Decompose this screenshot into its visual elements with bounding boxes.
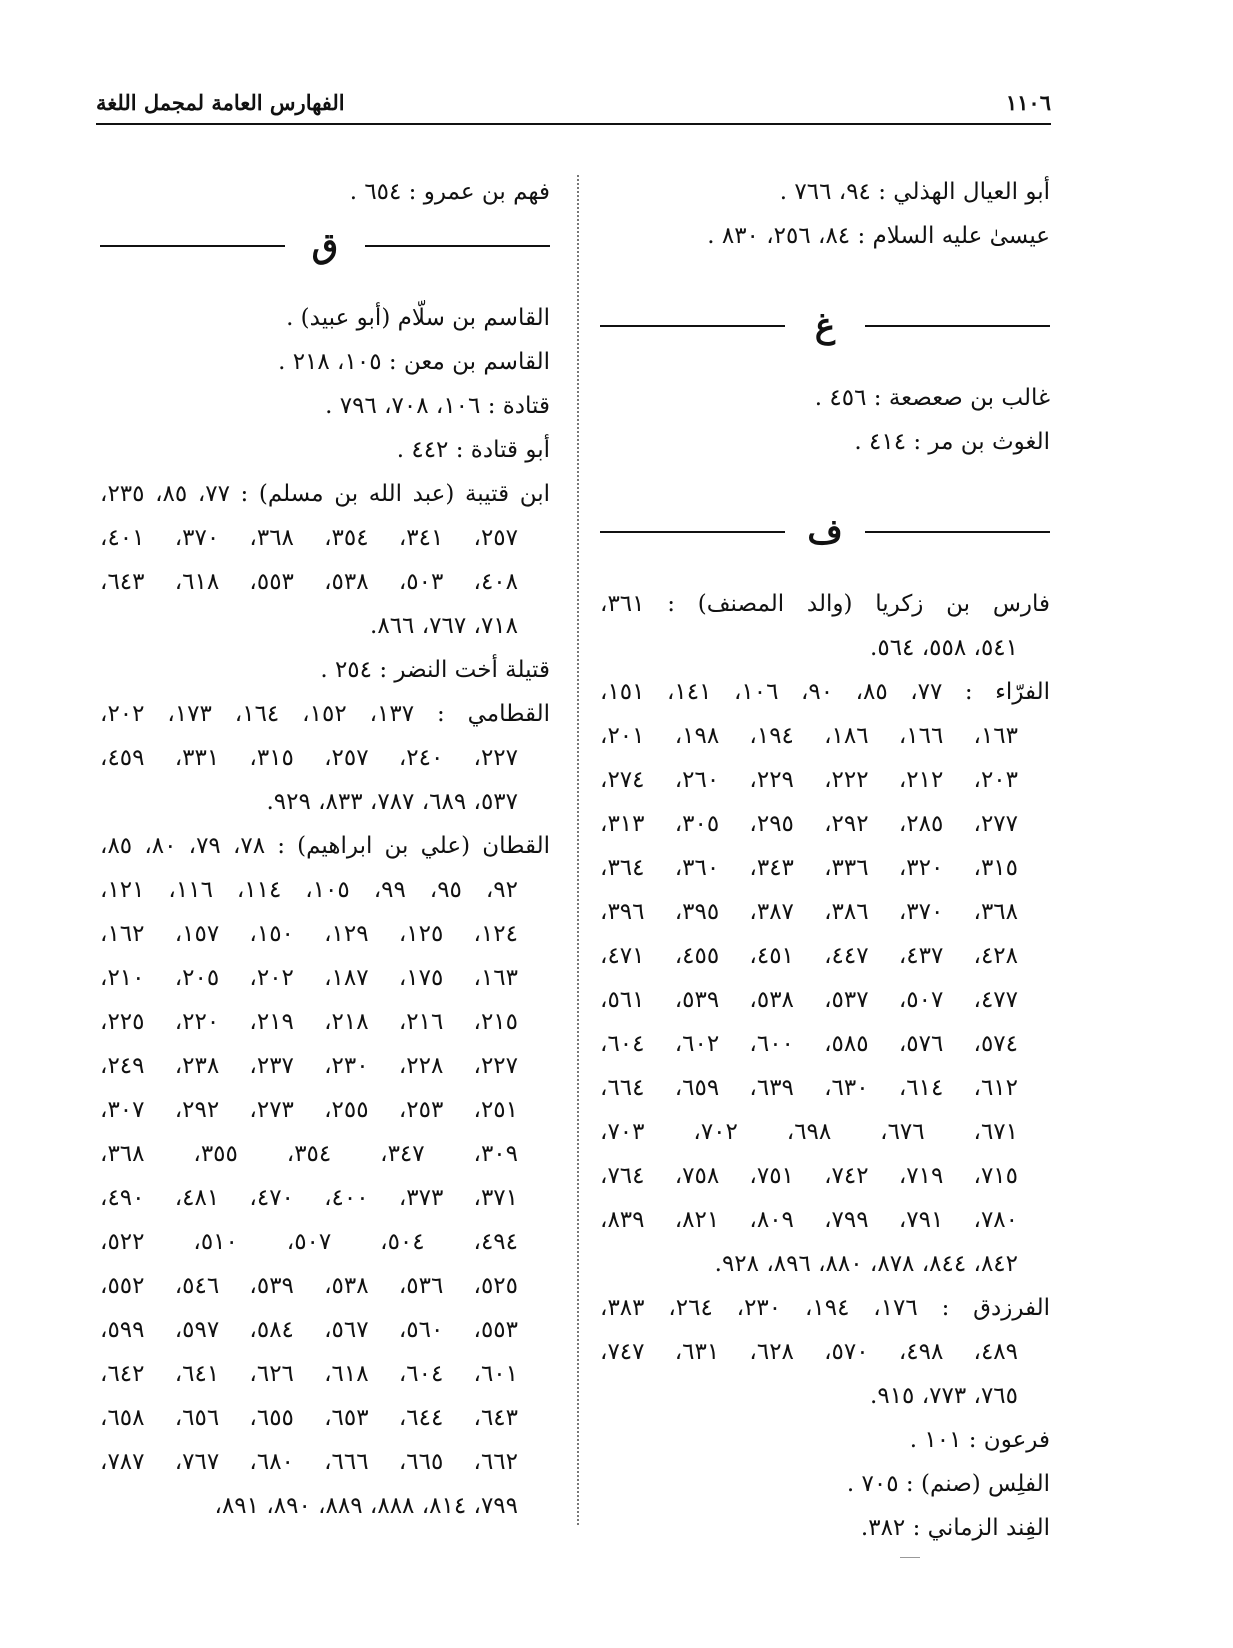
entry-heading-line: قتادة : ١٠٦، ٧٠٨، ٧٩٦ . xyxy=(325,393,550,419)
entry-heading-line: أبو قتادة : ٤٤٢ . xyxy=(396,437,550,463)
heading-letter: غ xyxy=(814,306,836,346)
entry-page-refs-line: ٥٤١، ٥٥٨، ٥٦٤. xyxy=(870,635,1018,661)
entry-page-refs-line: ٢٠٣، ٢١٢، ٢٢٢، ٢٢٩، ٢٦٠، ٢٧٤، xyxy=(600,767,1019,793)
entry-heading-line: قتيلة أخت النضر : ٢٥٤ . xyxy=(320,657,550,683)
entry-heading-line: عيسىٰ عليه السلام : ٨٤، ٢٥٦، ٨٣٠ . xyxy=(707,223,1050,249)
entry-page-refs-line: ٤٨٩، ٤٩٨، ٥٧٠، ٦٢٨، ٦٣١، ٧٤٧، xyxy=(600,1339,1019,1365)
heading-letter: ق xyxy=(311,226,339,266)
entry-heading-line: الفِند الزماني : ٣٨٢. xyxy=(860,1515,1050,1541)
entry-heading-line: غالب بن صعصعة : ٤٥٦ . xyxy=(814,385,1050,411)
index-entry xyxy=(100,428,550,472)
entry-page-refs-line: ٢١٥، ٢١٦، ٢١٨، ٢١٩، ٢٢٠، ٢٢٥، xyxy=(100,1009,519,1035)
index-entry xyxy=(100,384,550,428)
index-entry xyxy=(600,1462,1050,1506)
column-divider xyxy=(577,175,579,1525)
entry-heading-line: الفرزدق : ١٧٦، ١٩٤، ٢٣٠، ٢٦٤، ٣٨٣، xyxy=(600,1295,1051,1321)
entry-page-refs-line: ٣٦٨، ٣٧٠، ٣٨٦، ٣٨٧، ٣٩٥، ٣٩٦، xyxy=(600,899,1019,925)
heading-rule xyxy=(865,325,1050,327)
entry-page-refs-line: ٥٢٥، ٥٣٦، ٥٣٨، ٥٣٩، ٥٤٦، ٥٥٢، xyxy=(100,1273,519,1299)
entry-page-refs-line: ٥٣٧، ٦٨٩، ٧٨٧، ٨٣٣، ٩٢٩. xyxy=(266,789,518,815)
entry-page-refs-line: ٤٧٧، ٥٠٧، ٥٣٧، ٥٣٨، ٥٣٩، ٥٦١، xyxy=(600,987,1019,1013)
index-entry xyxy=(600,376,1050,420)
heading-rule xyxy=(865,531,1050,533)
entry-page-refs-line: ٣٠٩، ٣٤٧، ٣٥٤، ٣٥٥، ٣٦٨، xyxy=(100,1141,518,1167)
entry-heading-line: القطان (علي بن ابراهيم) : ٧٨، ٧٩، ٨٠، ٨٥، xyxy=(100,833,551,859)
index-entry xyxy=(100,648,550,692)
entry-heading-line: القاسم بن معن : ١٠٥، ٢١٨ . xyxy=(278,349,550,375)
entry-page-refs-line: ٦٠١، ٦٠٤، ٦١٨، ٦٢٦، ٦٤١، ٦٤٢، xyxy=(100,1361,519,1387)
page-header xyxy=(96,85,1051,125)
index-entry xyxy=(100,340,550,384)
heading-rule xyxy=(600,531,785,533)
heading-rule xyxy=(100,245,285,247)
entry-heading-line: الغوث بن مر : ٤١٤ . xyxy=(854,429,1050,455)
entry-page-refs-line: ١٦٣، ١٦٦، ١٨٦، ١٩٤، ١٩٨، ٢٠١، xyxy=(600,723,1019,749)
entry-page-refs-line: ٢٢٧، ٢٢٨، ٢٣٠، ٢٣٧، ٢٣٨، ٢٤٩، xyxy=(100,1053,519,1079)
entry-page-refs-line: ٧٩٩، ٨١٤، ٨٨٨، ٨٨٩، ٨٩٠، ٨٩١، xyxy=(214,1493,518,1519)
entry-page-refs-line: ٩٢، ٩٥، ٩٩، ١٠٥، ١١٤، ١١٦، ١٢١، xyxy=(100,877,518,903)
entry-page-refs-line: ٥٥٣، ٥٦٠، ٥٦٧، ٥٨٤، ٥٩٧، ٥٩٩، xyxy=(100,1317,519,1343)
entry-heading-line: فارس بن زكريا (والد المصنف) : ٣٦١، xyxy=(600,591,1050,617)
index-entry xyxy=(600,214,1050,258)
entry-page-refs-line: ٦١٢، ٦١٤، ٦٣٠، ٦٣٩، ٦٥٩، ٦٦٤، xyxy=(600,1075,1019,1101)
entry-page-refs-line: ٢٢٧، ٢٤٠، ٢٥٧، ٣١٥، ٣٣١، ٤٥٩، xyxy=(100,745,519,771)
heading-letter: ف xyxy=(807,512,843,552)
letter-heading-q xyxy=(100,218,550,274)
entry-page-refs-line: ٢٥٧، ٣٤١، ٣٥٤، ٣٦٨، ٣٧٠، ٤٠١، xyxy=(100,525,519,551)
entry-page-refs-line: ٢٧٧، ٢٨٥، ٢٩٢، ٢٩٥، ٣٠٥، ٣١٣، xyxy=(600,811,1019,837)
index-entry xyxy=(600,420,1050,464)
letter-heading-gh xyxy=(600,298,1050,354)
entries-group xyxy=(600,376,1050,464)
index-entry xyxy=(600,670,1050,1286)
entry-heading-line: أبو العيال الهذلي : ٩٤، ٧٦٦ . xyxy=(779,179,1050,205)
entry-page-refs-line: ٧٨٠، ٧٩١، ٧٩٩، ٨٠٩، ٨٢١، ٨٣٩، xyxy=(600,1207,1019,1233)
entry-page-refs-line: ٧١٥، ٧١٩، ٧٤٢، ٧٥١، ٧٥٨، ٧٦٤، xyxy=(600,1163,1019,1189)
index-entry xyxy=(600,1418,1050,1462)
index-entry xyxy=(600,582,1050,670)
entry-heading-line: فهم بن عمرو : ٦٥٤ . xyxy=(349,179,550,205)
entries-group xyxy=(100,170,550,214)
index-entry xyxy=(100,472,550,648)
entry-page-refs-line: ٣٧١، ٣٧٣، ٤٠٠، ٤٧٠، ٤٨١، ٤٩٠، xyxy=(100,1185,519,1211)
entry-page-refs-line: ٤٠٨، ٥٠٣، ٥٣٨، ٥٥٣، ٦١٨، ٦٤٣، xyxy=(100,569,519,595)
index-entry xyxy=(100,296,550,340)
index-entry xyxy=(600,1286,1050,1418)
index-entry xyxy=(100,692,550,824)
entry-page-refs-line: ٦٧١، ٦٧٦، ٦٩٨، ٧٠٢، ٧٠٣، xyxy=(600,1119,1018,1145)
left-column xyxy=(100,170,550,1528)
index-entry xyxy=(100,170,550,214)
entry-page-refs-line: ٧١٨، ٧٦٧، ٨٦٦. xyxy=(370,613,518,639)
entry-page-refs-line: ٨٤٢، ٨٤٤، ٨٧٨، ٨٨٠، ٨٩٦، ٩٢٨. xyxy=(714,1251,1018,1277)
entries-group xyxy=(600,582,1050,1550)
entry-heading-line: فرعون : ١٠١ . xyxy=(909,1427,1050,1453)
entry-heading-line: الفلِس (صنم) : ٧٠٥ . xyxy=(846,1471,1050,1497)
entry-heading-line: ابن قتيبة (عبد الله بن مسلم) : ٧٧، ٨٥، ٢٣٥، xyxy=(100,481,550,507)
heading-rule xyxy=(365,245,550,247)
entry-heading-line: القاسم بن سلّام (أبو عبيد) . xyxy=(286,305,550,331)
page-number: ١١٠٦ xyxy=(1005,90,1051,115)
entry-page-refs-line: ٦٤٣، ٦٤٤، ٦٥٣، ٦٥٥، ٦٥٦، ٦٥٨، xyxy=(100,1405,519,1431)
entry-page-refs-line: ١٢٤، ١٢٥، ١٢٩، ١٥٠، ١٥٧، ١٦٢، xyxy=(100,921,519,947)
entry-page-refs-line: ٤٩٤، ٥٠٤، ٥٠٧، ٥١٠، ٥٢٢، xyxy=(100,1229,518,1255)
entry-heading-line: القطامي : ١٣٧، ١٥٢، ١٦٤، ١٧٣، ٢٠٢، xyxy=(100,701,551,727)
heading-rule xyxy=(600,325,785,327)
letter-heading-f xyxy=(600,504,1050,560)
entry-page-refs-line: ٤٢٨، ٤٣٧، ٤٤٧، ٤٥١، ٤٥٥، ٤٧١، xyxy=(600,943,1019,969)
entries-group xyxy=(100,296,550,1528)
entry-page-refs-line: ١٦٣، ١٧٥، ١٨٧، ٢٠٢، ٢٠٥، ٢١٠، xyxy=(100,965,519,991)
entry-heading-line: الفرّاء : ٧٧، ٨٥، ٩٠، ١٠٦، ١٤١، ١٥١، xyxy=(600,679,1051,705)
entry-page-refs-line: ٣١٥، ٣٢٠، ٣٣٦، ٣٤٣، ٣٦٠، ٣٦٤، xyxy=(600,855,1019,881)
entry-page-refs-line: ٧٦٥، ٧٧٣، ٩١٥. xyxy=(870,1383,1018,1409)
entries-group xyxy=(600,170,1050,258)
entry-page-refs-line: ٥٧٤، ٥٧٦، ٥٨٥، ٦٠٠، ٦٠٢، ٦٠٤، xyxy=(600,1031,1019,1057)
index-entry xyxy=(600,1506,1050,1550)
entry-page-refs-line: ٢٥١، ٢٥٣، ٢٥٥، ٢٧٣، ٢٩٢، ٣٠٧، xyxy=(100,1097,519,1123)
index-entry xyxy=(100,824,550,1528)
index-entry xyxy=(600,170,1050,214)
footer-mark xyxy=(900,1557,920,1558)
right-column xyxy=(600,170,1050,1550)
entry-page-refs-line: ٦٦٢، ٦٦٥، ٦٦٦، ٦٨٠، ٧٦٧، ٧٨٧، xyxy=(100,1449,519,1475)
running-title: الفهارس العامة لمجمل اللغة xyxy=(96,90,345,115)
